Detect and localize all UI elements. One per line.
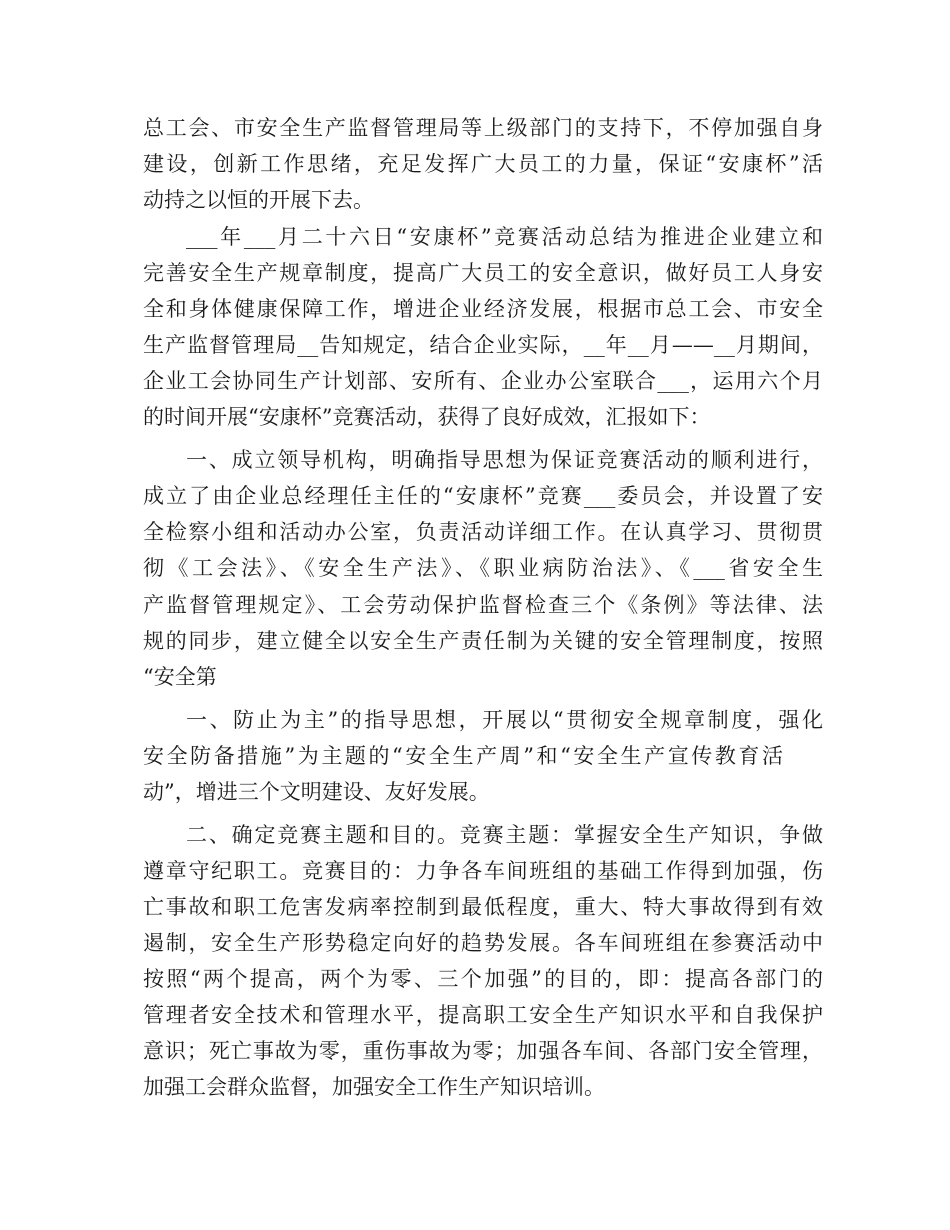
body-text-line: 动持之以恒的开展下去。 (143, 188, 374, 212)
body-text-line: 企业工会协同生产计划部、安所有、企业办公室联合___，运用六个月 (143, 369, 823, 393)
body-text-line: “安全第 (143, 665, 217, 689)
body-text-line: 规的同步，建立健全以安全生产责任制为关键的安全管理制度，按照 (143, 629, 823, 653)
body-text-line: 的时间开展“安康杯”竞赛活动，获得了良好成效，汇报如下： (143, 405, 711, 429)
body-text-line: 产监督管理规定》、工会劳动保护监督检查三个《条例》等法律、法 (143, 593, 823, 617)
paragraph-first-line: 一、防止为主”的指导思想，开展以“贯彻安全规章制度，强化 (186, 708, 823, 732)
paragraph-first-line: ___年___月二十六日“安康杯”竞赛活动总结为推进企业建立和 (186, 225, 823, 249)
body-text-line: 安全防备措施”为主题的“安全生产周”和“安全生产宣传教育活 (143, 744, 783, 768)
body-text-line: 生产监督管理局__告知规定，结合企业实际，__年__月——__月期间， (143, 333, 823, 357)
body-text-line: 亡事故和职工危害发病率控制到最低程度，重大、特大事故得到有效 (143, 895, 823, 919)
body-text-line: 意识；死亡事故为零，重伤事故为零；加强各车间、各部门安全管理， (143, 1039, 823, 1063)
body-text-line: 完善安全生产规章制度，提高广大员工的安全意识，做好员工人身安 (143, 261, 823, 285)
body-text-line: 全和身体健康保障工作，增进企业经济发展，根据市总工会、市安全 (143, 297, 823, 321)
paragraph-first-line: 二、确定竞赛主题和目的。竞赛主题：掌握安全生产知识，争做 (186, 823, 823, 847)
body-text-line: 全检察小组和活动办公室，负责活动详细工作。在认真学习、贯彻贯 (143, 520, 823, 544)
paragraph-first-line: 一、成立领导机构，明确指导思想为保证竞赛活动的顺利进行， (186, 448, 823, 472)
body-text-line: 管理者安全技术和管理水平，提高职工安全生产知识水平和自我保护 (143, 1003, 823, 1027)
body-text-line: 总工会、市安全生产监督管理局等上级部门的支持下，不停加强自身 (143, 116, 823, 140)
body-text-line: 按照“两个提高，两个为零、三个加强”的目的，即：提高各部门的 (143, 967, 823, 991)
body-text-line: 建设，创新工作思绪，充足发挥广大员工的力量，保证“安康杯”活 (143, 152, 823, 176)
body-text-line: 成立了由企业总经理任主任的“安康杯”竞赛___委员会，并设置了安 (143, 484, 823, 508)
body-text-line: 加强工会群众监督，加强安全工作生产知识培训。 (143, 1075, 605, 1099)
body-text-line: 动”，增进三个文明建设、友好发展。 (143, 780, 490, 804)
body-text-line: 遏制，安全生产形势稳定向好的趋势发展。各车间班组在参赛活动中 (143, 931, 823, 955)
body-text-line: 遵章守纪职工。竞赛目的：力争各车间班组的基础工作得到加强，伤 (143, 859, 823, 883)
body-text-line: 彻《工会法》、《安全生产法》、《职业病防治法》、《___省安全生 (143, 556, 823, 580)
